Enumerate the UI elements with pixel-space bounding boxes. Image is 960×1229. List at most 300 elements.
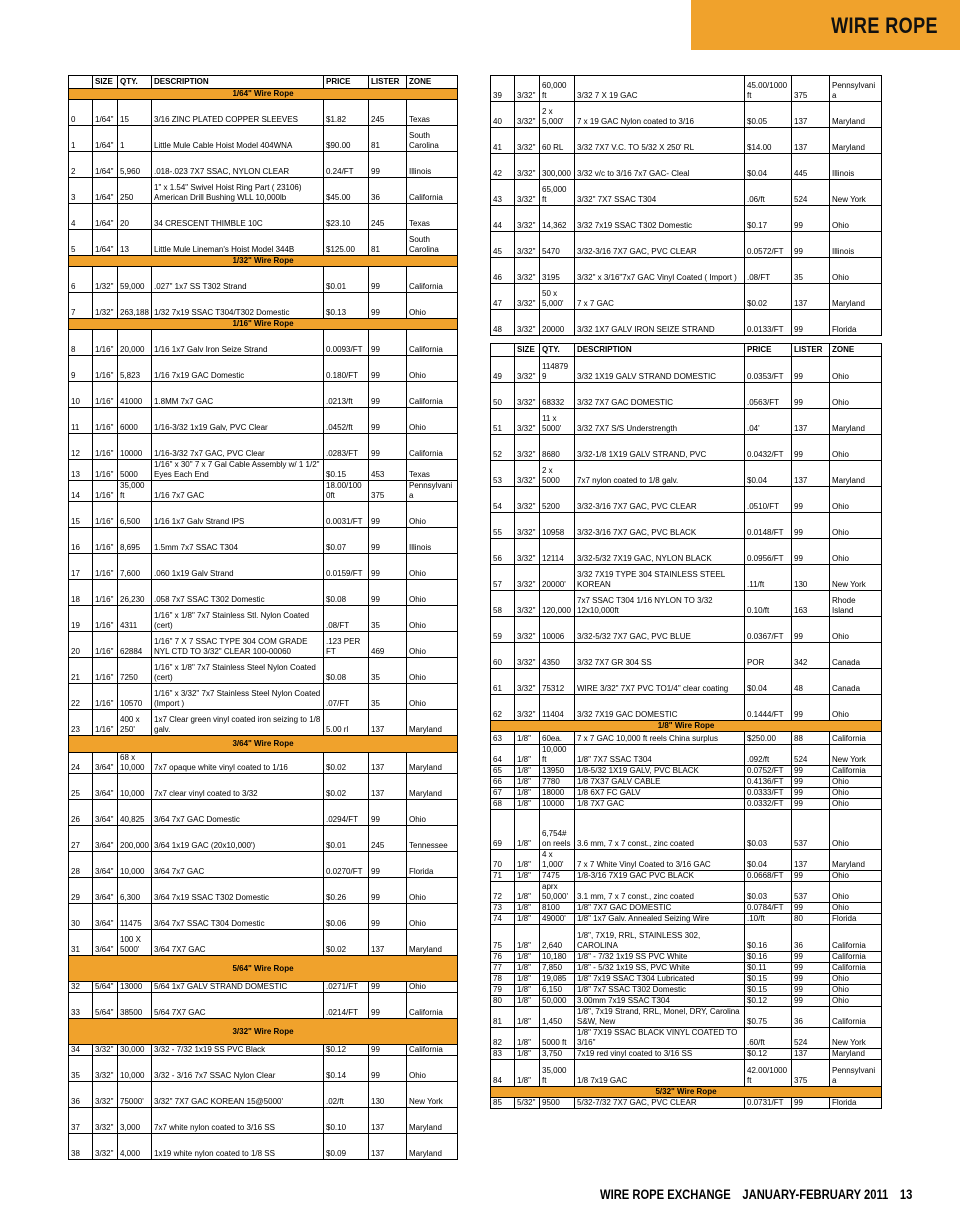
row-lister: 36 xyxy=(792,1007,830,1028)
row-lister: 137 xyxy=(369,774,407,800)
row-size: 1/8" xyxy=(515,882,540,903)
row-index: 70 xyxy=(491,850,515,871)
row-description: 1/8" - 5/32 1x19 SS, PVC White xyxy=(575,963,745,974)
row-description: 3/64 7X7 GAC xyxy=(152,930,324,956)
row-qty: 5,823 xyxy=(118,356,152,382)
row-size: 3/32" xyxy=(93,1082,118,1108)
row-qty: 7,600 xyxy=(118,554,152,580)
row-lister: 99 xyxy=(369,152,407,178)
row-price: $0.01 xyxy=(324,267,369,293)
table-row xyxy=(491,232,882,258)
row-zone: Ohio xyxy=(830,799,882,810)
row-lister: 137 xyxy=(369,710,407,736)
row-price: $0.12 xyxy=(745,1049,792,1060)
row-size: 3/32" xyxy=(515,487,540,513)
row-size: 1/8" xyxy=(515,974,540,985)
row-price: $0.06 xyxy=(324,904,369,930)
row-qty: 20000 xyxy=(540,310,575,336)
row-description: 1/16 1x7 Galv Iron Seize Strand xyxy=(152,330,324,356)
row-size: 1/64" xyxy=(93,178,118,204)
row-index: 38 xyxy=(69,1134,93,1160)
row-price: $0.12 xyxy=(745,996,792,1007)
row-lister: 130 xyxy=(369,1082,407,1108)
row-index: 60 xyxy=(491,643,515,669)
row-lister: 245 xyxy=(369,204,407,230)
header-description: DESCRIPTION xyxy=(575,344,745,357)
section-header-row xyxy=(69,89,458,100)
row-description: 3/64 7x19 SSAC T302 Domestic xyxy=(152,878,324,904)
row-zone: Ohio xyxy=(407,632,458,658)
row-price: $0.10 xyxy=(324,1108,369,1134)
row-size: 1/8" xyxy=(515,985,540,996)
row-lister: 99 xyxy=(792,777,830,788)
row-price: $0.03 xyxy=(745,882,792,903)
row-zone: Ohio xyxy=(407,878,458,904)
row-description: 3.1 mm, 7 x 7 const., zinc coated xyxy=(575,882,745,903)
row-index: 28 xyxy=(69,852,93,878)
row-price: $0.01 xyxy=(324,826,369,852)
row-lister: 137 xyxy=(369,930,407,956)
table-row xyxy=(491,799,882,810)
header-size: SIZE xyxy=(93,76,118,89)
row-qty: 62884 xyxy=(118,632,152,658)
row-description: 1x19 white nylon coated to 1/8 SS xyxy=(152,1134,324,1160)
table-row xyxy=(69,606,458,632)
row-description: 3/32 7 X 19 GAC xyxy=(575,76,745,102)
header-index xyxy=(491,344,515,357)
table-row xyxy=(491,925,882,952)
row-zone: Ohio xyxy=(407,502,458,528)
row-size: 3/64" xyxy=(93,774,118,800)
table-row xyxy=(491,732,882,745)
row-description: 1/8-5/32 1X19 GALV, PVC BLACK xyxy=(575,766,745,777)
row-size: 1/8" xyxy=(515,952,540,963)
section-header-row xyxy=(491,1087,882,1098)
row-zone: California xyxy=(830,925,882,952)
row-qty: 3,000 xyxy=(118,1108,152,1134)
row-description: 1/16" x 1/8" 7x7 Stainless Stl. Nylon Coated (cert) xyxy=(152,606,324,632)
row-price: $0.02 xyxy=(324,753,369,774)
row-qty: 400 x 250' xyxy=(118,710,152,736)
row-size: 3/32" xyxy=(515,102,540,128)
row-size: 1/64" xyxy=(93,126,118,152)
table-row xyxy=(69,267,458,293)
row-description: 1/32 7x19 SSAC T304/T302 Domestic xyxy=(152,293,324,319)
row-description: .018-.023 7X7 SSAC, NYLON CLEAR xyxy=(152,152,324,178)
row-price: $125.00 xyxy=(324,230,369,256)
row-qty: 38500 xyxy=(118,993,152,1019)
section-header-row xyxy=(69,256,458,267)
table-row xyxy=(69,580,458,606)
row-index: 14 xyxy=(69,481,93,502)
row-price: 5.00 rl xyxy=(324,710,369,736)
row-size: 1/16" xyxy=(93,356,118,382)
row-price: .0563/FT xyxy=(745,383,792,409)
row-zone: Ohio xyxy=(407,904,458,930)
row-zone: Illinois xyxy=(830,154,882,180)
row-index: 63 xyxy=(491,732,515,745)
table-row xyxy=(491,788,882,799)
header-price: PRICE xyxy=(745,344,792,357)
row-qty: 3195 xyxy=(540,258,575,284)
row-price: $0.14 xyxy=(324,1056,369,1082)
table-row xyxy=(69,904,458,930)
row-zone: Ohio xyxy=(830,974,882,985)
row-qty: 68332 xyxy=(540,383,575,409)
row-index: 1 xyxy=(69,126,93,152)
row-price: $0.03 xyxy=(745,810,792,850)
row-price: 0.0332/FT xyxy=(745,799,792,810)
row-zone: California xyxy=(830,1007,882,1028)
row-price: $0.15 xyxy=(745,985,792,996)
table-row xyxy=(491,974,882,985)
section-title: 1/8" Wire Rope xyxy=(491,721,882,732)
row-index: 40 xyxy=(491,102,515,128)
row-index: 61 xyxy=(491,669,515,695)
row-index: 47 xyxy=(491,284,515,310)
row-price: $0.08 xyxy=(324,580,369,606)
table-row xyxy=(491,310,882,336)
row-size: 1/8" xyxy=(515,788,540,799)
row-qty: 14,362 xyxy=(540,206,575,232)
row-size: 1/16" xyxy=(93,502,118,528)
row-index: 30 xyxy=(69,904,93,930)
table-row xyxy=(491,914,882,925)
row-zone: California xyxy=(407,1045,458,1056)
row-qty: 2 x 5,000' xyxy=(540,102,575,128)
row-index: 42 xyxy=(491,154,515,180)
table-row xyxy=(69,1134,458,1160)
row-size: 1/8" xyxy=(515,1049,540,1060)
footer-page-number: 13 xyxy=(899,1187,913,1202)
header-qty: QTY. xyxy=(540,344,575,357)
row-qty: 65,000 ft xyxy=(540,180,575,206)
row-lister: 137 xyxy=(792,128,830,154)
row-description: 1" x 1.54" Swivel Hoist Ring Part ( 23106) American Drill Bushing WLL 10,000lb xyxy=(152,178,324,204)
row-description: 1/16 7x19 GAC Domestic xyxy=(152,356,324,382)
table-row xyxy=(69,152,458,178)
table-row xyxy=(491,435,882,461)
row-zone: California xyxy=(407,267,458,293)
row-price: .08/FT xyxy=(324,606,369,632)
row-qty: 6,500 xyxy=(118,502,152,528)
row-index: 4 xyxy=(69,204,93,230)
section-title: 1/16" Wire Rope xyxy=(69,319,458,330)
table-row xyxy=(69,434,458,460)
row-lister: 99 xyxy=(792,1098,830,1109)
row-qty: 10958 xyxy=(540,513,575,539)
row-zone: Florida xyxy=(830,914,882,925)
row-index: 3 xyxy=(69,178,93,204)
row-zone: Ohio xyxy=(407,658,458,684)
row-description: 34 CRESCENT THIMBLE 10C xyxy=(152,204,324,230)
row-index: 82 xyxy=(491,1028,515,1049)
row-lister: 99 xyxy=(369,878,407,904)
row-zone: Ohio xyxy=(830,487,882,513)
row-description: 1/8" 1x7 Galv. Annealed Seizing Wire xyxy=(575,914,745,925)
row-size: 1/16" xyxy=(93,382,118,408)
header-qty: QTY. xyxy=(118,76,152,89)
row-size: 3/64" xyxy=(93,753,118,774)
row-size: 1/8" xyxy=(515,1028,540,1049)
row-lister: 375 xyxy=(792,76,830,102)
table-row xyxy=(491,777,882,788)
section-title: 5/32" Wire Rope xyxy=(491,1087,882,1098)
row-description: 1/8" 7X7 SSAC T304 xyxy=(575,745,745,766)
row-index: 36 xyxy=(69,1082,93,1108)
row-size: 1/8" xyxy=(515,963,540,974)
row-price: $0.04 xyxy=(745,461,792,487)
row-index: 75 xyxy=(491,925,515,952)
row-index: 24 xyxy=(69,753,93,774)
table-row xyxy=(69,204,458,230)
row-qty: 49000' xyxy=(540,914,575,925)
row-zone: New York xyxy=(830,1028,882,1049)
row-lister: 99 xyxy=(369,330,407,356)
row-lister: 99 xyxy=(792,996,830,1007)
row-description: 1/16 1x7 Galv Strand IPS xyxy=(152,502,324,528)
row-index: 25 xyxy=(69,774,93,800)
row-lister: 245 xyxy=(369,100,407,126)
row-zone: California xyxy=(830,963,882,974)
row-qty: 8,695 xyxy=(118,528,152,554)
row-price: 0.0133/FT xyxy=(745,310,792,336)
row-index: 72 xyxy=(491,882,515,903)
row-zone: Maryland xyxy=(830,102,882,128)
listing-table-left xyxy=(68,75,458,1160)
row-price: 0.0093/FT xyxy=(324,330,369,356)
table-row xyxy=(69,481,458,502)
row-index: 62 xyxy=(491,695,515,721)
row-description: 1/16 7x7 GAC xyxy=(152,481,324,502)
section-header-row xyxy=(69,1019,458,1045)
row-description: 7 x 19 GAC Nylon coated to 3/16 xyxy=(575,102,745,128)
row-description: 3/32 7X7 S/S Understrength xyxy=(575,409,745,435)
row-qty: 5000 xyxy=(118,460,152,481)
row-qty: 6000 xyxy=(118,408,152,434)
row-size: 5/32" xyxy=(515,1098,540,1109)
table-row xyxy=(69,774,458,800)
table-row xyxy=(69,408,458,434)
row-zone: Maryland xyxy=(407,1134,458,1160)
row-size: 1/64" xyxy=(93,204,118,230)
row-lister: 36 xyxy=(792,925,830,952)
table-row xyxy=(69,460,458,481)
section-header-row xyxy=(69,956,458,982)
row-qty: aprx 50,000' xyxy=(540,882,575,903)
row-description: 1/8 7X37 GALV CABLE xyxy=(575,777,745,788)
row-lister: 137 xyxy=(369,1134,407,1160)
header-zone: ZONE xyxy=(830,344,882,357)
row-zone: South Carolina xyxy=(407,230,458,256)
row-qty: 26,230 xyxy=(118,580,152,606)
row-index: 8 xyxy=(69,330,93,356)
table-row xyxy=(491,461,882,487)
row-size: 3/32" xyxy=(515,206,540,232)
row-zone: Ohio xyxy=(407,982,458,993)
row-price: $0.02 xyxy=(324,774,369,800)
row-qty: 60 RL xyxy=(540,128,575,154)
row-size: 1/16" xyxy=(93,606,118,632)
row-index: 17 xyxy=(69,554,93,580)
row-description: 3/32 7X19 TYPE 304 STAINLESS STEEL KOREAN xyxy=(575,565,745,591)
row-qty: 40,825 xyxy=(118,800,152,826)
row-qty: 20 xyxy=(118,204,152,230)
row-size: 1/8" xyxy=(515,745,540,766)
row-index: 73 xyxy=(491,903,515,914)
row-description: 3/32 - 7/32 1x19 SS PVC Black xyxy=(152,1045,324,1056)
row-qty: 10,000 xyxy=(118,1056,152,1082)
row-lister: 99 xyxy=(369,904,407,930)
row-size: 3/32" xyxy=(515,383,540,409)
section-header-row xyxy=(69,319,458,330)
row-size: 1/8" xyxy=(515,903,540,914)
row-size: 1/16" xyxy=(93,528,118,554)
table-row xyxy=(491,903,882,914)
row-description: 1/8", 7x19 Strand, RRL, Monel, DRY, Carolina S&W, New xyxy=(575,1007,745,1028)
row-qty: 75312 xyxy=(540,669,575,695)
row-size: 3/32" xyxy=(93,1045,118,1056)
row-index: 78 xyxy=(491,974,515,985)
table-row xyxy=(491,985,882,996)
page-footer xyxy=(600,1187,913,1202)
row-price: $1.82 xyxy=(324,100,369,126)
row-size: 3/32" xyxy=(515,284,540,310)
row-size: 1/8" xyxy=(515,850,540,871)
row-lister: 35 xyxy=(792,258,830,284)
section-title: 3/32" Wire Rope xyxy=(69,1019,458,1045)
row-qty: 30,000 xyxy=(118,1045,152,1056)
row-zone: Texas xyxy=(407,460,458,481)
row-index: 34 xyxy=(69,1045,93,1056)
row-price: $0.11 xyxy=(745,963,792,974)
table-row xyxy=(69,982,458,993)
row-price: 0.0731/FT xyxy=(745,1098,792,1109)
row-description: 1/16-3/32 7x7 GAC, PVC Clear xyxy=(152,434,324,460)
row-zone: Maryland xyxy=(830,409,882,435)
row-zone: California xyxy=(407,382,458,408)
row-size: 1/64" xyxy=(93,230,118,256)
table-row xyxy=(491,963,882,974)
row-qty: 10,180 xyxy=(540,952,575,963)
row-zone: Ohio xyxy=(830,617,882,643)
table-row xyxy=(491,487,882,513)
header-zone: ZONE xyxy=(407,76,458,89)
row-size: 3/32" xyxy=(515,617,540,643)
row-index: 12 xyxy=(69,434,93,460)
row-description: 1/16-3/32 1x19 Galv, PVC Clear xyxy=(152,408,324,434)
row-description: 3/32-5/32 7X7 GAC, PVC BLUE xyxy=(575,617,745,643)
row-lister: 99 xyxy=(792,903,830,914)
row-size: 1/8" xyxy=(515,799,540,810)
row-price: 0.1444/FT xyxy=(745,695,792,721)
row-index: 80 xyxy=(491,996,515,1007)
row-size: 1/16" xyxy=(93,408,118,434)
row-qty: 9500 xyxy=(540,1098,575,1109)
row-index: 16 xyxy=(69,528,93,554)
row-qty: 5000 ft xyxy=(540,1028,575,1049)
table-row xyxy=(491,128,882,154)
row-lister: 524 xyxy=(792,1028,830,1049)
row-lister: 445 xyxy=(792,154,830,180)
row-lister: 99 xyxy=(369,502,407,528)
row-size: 3/32" xyxy=(515,565,540,591)
row-description: 7x19 red vinyl coated to 3/16 SS xyxy=(575,1049,745,1060)
table-row xyxy=(491,617,882,643)
row-index: 27 xyxy=(69,826,93,852)
row-price: $0.08 xyxy=(324,658,369,684)
row-zone: Ohio xyxy=(407,554,458,580)
row-qty: 18000 xyxy=(540,788,575,799)
row-description: 1/8 7X7 GAC xyxy=(575,799,745,810)
row-description: 1/8 7x19 GAC xyxy=(575,1060,745,1087)
row-zone: Ohio xyxy=(830,539,882,565)
row-lister: 99 xyxy=(369,554,407,580)
row-qty: 60,000 ft xyxy=(540,76,575,102)
table-row xyxy=(69,826,458,852)
row-qty: 10,000 ft xyxy=(540,745,575,766)
row-lister: 137 xyxy=(792,461,830,487)
row-lister: 342 xyxy=(792,643,830,669)
section-title: 3/64" Wire Rope xyxy=(69,736,458,753)
table-header-row xyxy=(491,344,882,357)
row-size: 3/32" xyxy=(93,1134,118,1160)
row-zone: California xyxy=(407,178,458,204)
table-row xyxy=(491,284,882,310)
row-price: 0.0270/FT xyxy=(324,852,369,878)
row-lister: 99 xyxy=(792,357,830,383)
row-size: 1/8" xyxy=(515,1007,540,1028)
row-size: 3/64" xyxy=(93,826,118,852)
row-lister: 375 xyxy=(792,1060,830,1087)
row-index: 54 xyxy=(491,487,515,513)
row-price: .092/ft xyxy=(745,745,792,766)
row-index: 46 xyxy=(491,258,515,284)
row-zone: Ohio xyxy=(407,293,458,319)
row-price: $0.26 xyxy=(324,878,369,904)
header-size: SIZE xyxy=(515,344,540,357)
row-qty: 8100 xyxy=(540,903,575,914)
row-qty: 6,300 xyxy=(118,878,152,904)
row-size: 3/64" xyxy=(93,800,118,826)
section-title: 1/32" Wire Rope xyxy=(69,256,458,267)
table-row xyxy=(69,993,458,1019)
row-price: 0.0956/FT xyxy=(745,539,792,565)
row-size: 3/32" xyxy=(515,435,540,461)
table-row xyxy=(491,591,882,617)
table-row xyxy=(491,383,882,409)
listing-table-right-top xyxy=(490,75,882,336)
table-row xyxy=(69,1082,458,1108)
row-lister: 537 xyxy=(792,882,830,903)
table-row xyxy=(491,102,882,128)
row-index: 13 xyxy=(69,460,93,481)
row-description: 3/64 1x19 GAC (20x10,000') xyxy=(152,826,324,852)
row-size: 3/64" xyxy=(93,852,118,878)
row-size: 3/32" xyxy=(515,180,540,206)
row-lister: 99 xyxy=(792,985,830,996)
row-lister: 163 xyxy=(792,591,830,617)
row-size: 3/32" xyxy=(515,513,540,539)
row-zone: Ohio xyxy=(407,356,458,382)
row-lister: 99 xyxy=(792,232,830,258)
page-category-title: WIRE ROPE xyxy=(831,13,938,38)
row-price: 0.0333/FT xyxy=(745,788,792,799)
row-index: 43 xyxy=(491,180,515,206)
row-index: 64 xyxy=(491,745,515,766)
row-description: 7 x 7 GAC xyxy=(575,284,745,310)
row-price: $0.04 xyxy=(745,850,792,871)
